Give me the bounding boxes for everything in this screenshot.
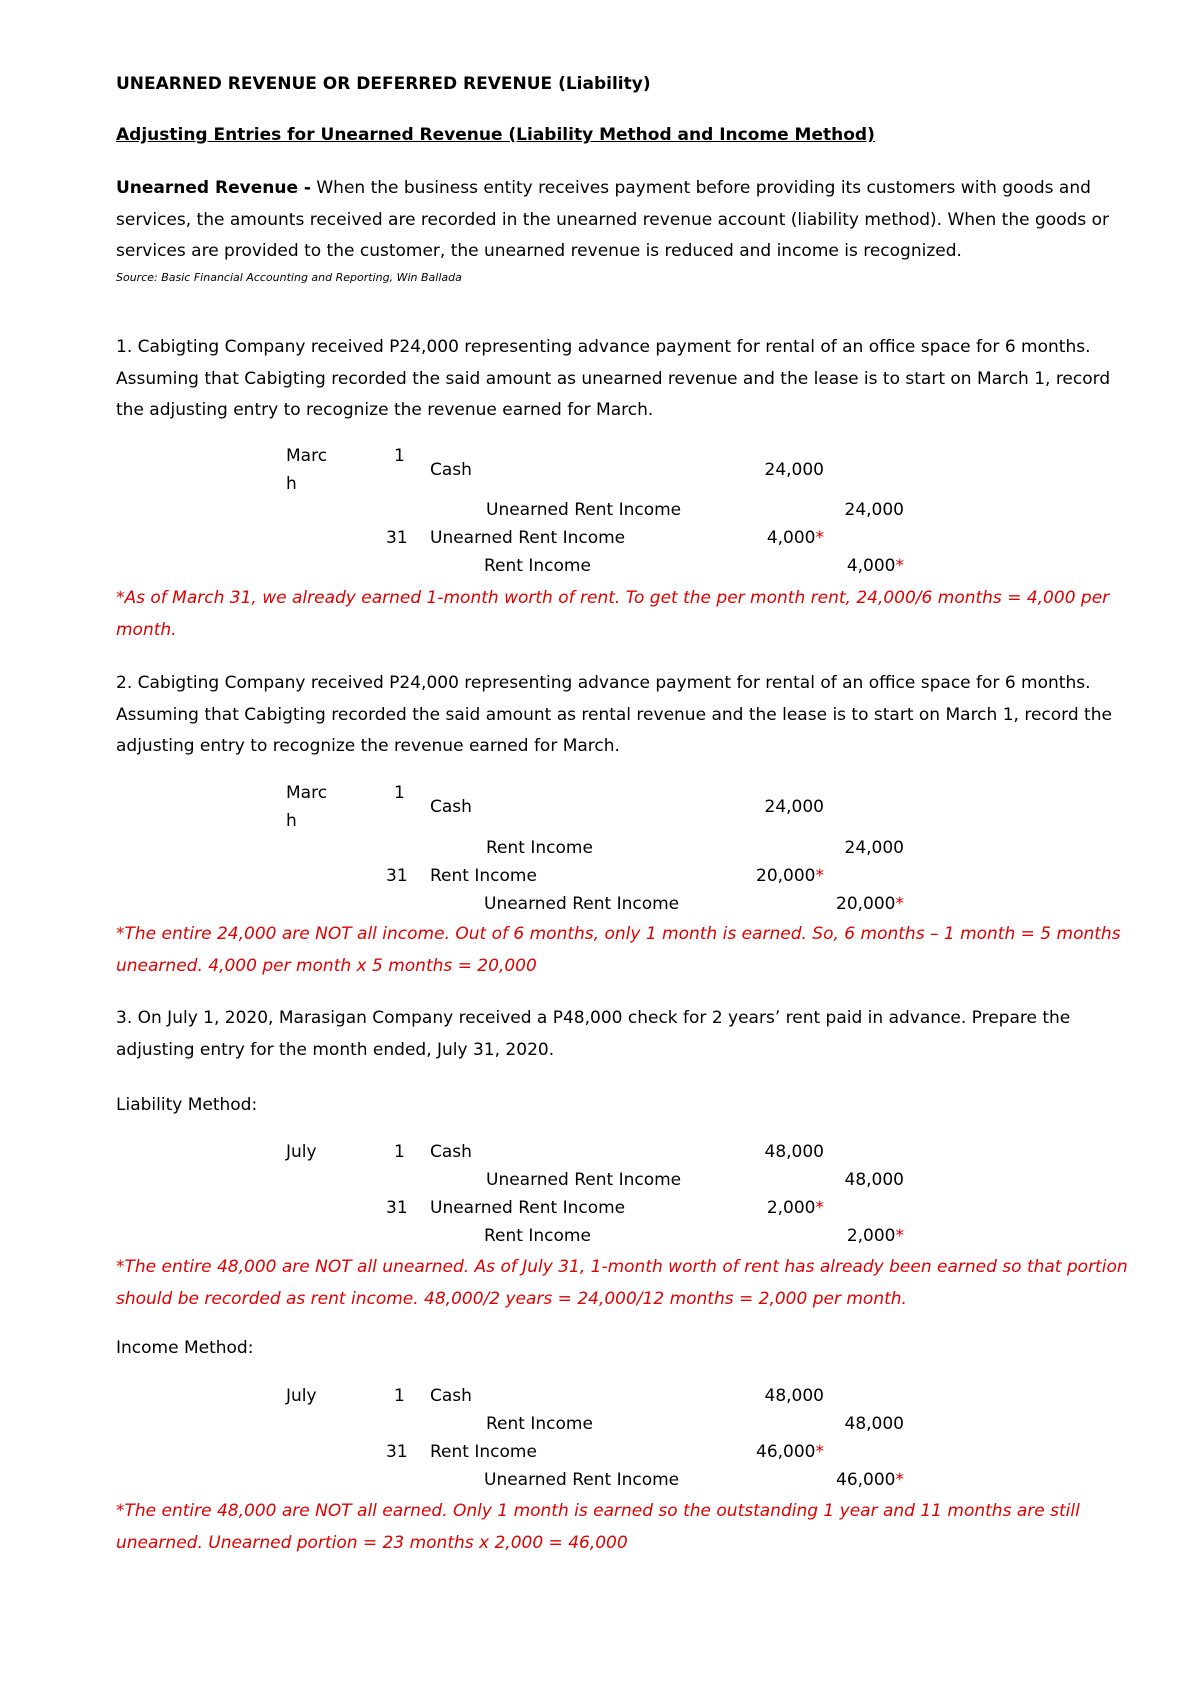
definition-text: When the business entity receives payment before providing its customers with goods and services, the amounts received are recorded in the unearned revenue account (liability method). When the goods or services are provided to the customer, the unearned revenue is reduced and income is recognized. — [116, 178, 1110, 261]
credit-amount: 4,000* — [846, 556, 904, 576]
debit-account: Cash — [430, 1386, 472, 1406]
problem-2-note: *The entire 24,000 are NOT all income. Out of 6 months, only 1 month is earned. So, 6 months – 1 month = 5 months unearned. 4,000 per month x 5 months = 20,000 — [116, 924, 1121, 976]
credit-account: Unearned Rent Income — [486, 500, 682, 520]
asterisk-mark: * — [895, 556, 904, 576]
credit-amount: 46,000* — [836, 1470, 904, 1490]
credit-amount: 20,000* — [836, 894, 904, 914]
asterisk-mark: * — [895, 894, 904, 914]
problem-1-note: *As of March 31, we already earned 1-month worth of rent. To get the per month rent, 24,000/6 months = 4,000 per month. — [116, 588, 1110, 640]
problem-2-question: 2. Cabigting Company received P24,000 representing advance payment for rental of an office space for 6 months. Assuming that Cabigting recorded the said amount as rental revenue and the lease is to start on March 1, record the adjusting entry to recognize the revenue earned for March. — [116, 673, 1112, 756]
entry-day: 31 — [386, 1198, 408, 1218]
asterisk-mark: * — [815, 1442, 824, 1462]
entry-day: 1 — [394, 1386, 405, 1406]
debit-amount: 20,000* — [756, 866, 824, 886]
liability-method-label: Liability Method: — [116, 1095, 258, 1115]
debit-account: Unearned Rent Income — [430, 1198, 626, 1218]
credit-account: Unearned Rent Income — [484, 1470, 680, 1490]
debit-amount: 24,000 — [764, 460, 824, 480]
credit-amount: 2,000* — [846, 1226, 904, 1246]
entry-day: 1 — [394, 1142, 405, 1162]
debit-account: Cash — [430, 797, 472, 817]
asterisk-mark: * — [815, 866, 824, 886]
credit-amount: 48,000 — [844, 1414, 904, 1434]
problem-1-question: 1. Cabigting Company received P24,000 representing advance payment for rental of an office space for 6 months. Assuming that Cabigting recorded the said amount as unearned revenue and the lease is to start on March 1, record the adjusting entry to recognize the revenue earned for March. — [116, 337, 1111, 420]
debit-amount: 46,000* — [756, 1442, 824, 1462]
document-title: UNEARNED REVENUE OR DEFERRED REVENUE (Liability) — [116, 74, 651, 94]
income-method-note: *The entire 48,000 are NOT all earned. Only 1 month is earned so the outstanding 1 year and 11 months are still unearned. Unearned portion = 23 months x 2,000 = 46,000 — [116, 1501, 1080, 1553]
debit-amount: 24,000 — [764, 797, 824, 817]
entry-day: 1 — [394, 446, 405, 466]
document-subtitle: Adjusting Entries for Unearned Revenue (Liability Method and Income Method) — [116, 125, 875, 145]
credit-amount: 24,000 — [844, 838, 904, 858]
debit-amount: 48,000 — [764, 1386, 824, 1406]
credit-account: Rent Income — [486, 1414, 593, 1434]
debit-amount: 48,000 — [764, 1142, 824, 1162]
credit-account: Unearned Rent Income — [484, 894, 680, 914]
entry-day: 1 — [394, 783, 405, 803]
income-method-label: Income Method: — [116, 1338, 254, 1358]
entry-month: Marc — [286, 446, 328, 466]
entry-day: 31 — [386, 1442, 408, 1462]
debit-account: Rent Income — [430, 866, 537, 886]
entry-month: July — [286, 1386, 317, 1406]
asterisk-mark: * — [815, 528, 824, 548]
entry-day: 31 — [386, 528, 408, 548]
credit-account: Rent Income — [486, 838, 593, 858]
credit-account: Rent Income — [484, 1226, 591, 1246]
debit-amount: 4,000* — [766, 528, 824, 548]
source-citation: Source: Basic Financial Accounting and Reporting, Win Ballada — [116, 271, 462, 284]
liability-method-note: *The entire 48,000 are NOT all unearned. As of July 31, 1-month worth of rent has already been earned so that portion should be recorded as rent income. 48,000/2 years = 24,000/12 months = 2,000 per month. — [116, 1257, 1128, 1309]
problem-3-question: 3. On July 1, 2020, Marasigan Company received a P48,000 check for 2 years’ rent paid in advance. Prepare the adjusting entry for the month ended, July 31, 2020. — [116, 1008, 1071, 1060]
credit-amount: 24,000 — [844, 500, 904, 520]
entry-month: Marc — [286, 783, 328, 803]
debit-amount: 2,000* — [766, 1198, 824, 1218]
debit-account: Cash — [430, 1142, 472, 1162]
asterisk-mark: * — [895, 1470, 904, 1490]
asterisk-mark: * — [815, 1198, 824, 1218]
debit-account: Rent Income — [430, 1442, 537, 1462]
credit-account: Unearned Rent Income — [486, 1170, 682, 1190]
entry-month: July — [286, 1142, 317, 1162]
asterisk-mark: * — [895, 1226, 904, 1246]
definition-term: Unearned Revenue - — [116, 178, 311, 198]
entry-month: h — [286, 811, 297, 831]
entry-day: 31 — [386, 866, 408, 886]
definition-paragraph — [116, 173, 1136, 268]
credit-account: Rent Income — [484, 556, 591, 576]
credit-amount: 48,000 — [844, 1170, 904, 1190]
debit-account: Cash — [430, 460, 472, 480]
debit-account: Unearned Rent Income — [430, 528, 626, 548]
entry-month: h — [286, 474, 297, 494]
